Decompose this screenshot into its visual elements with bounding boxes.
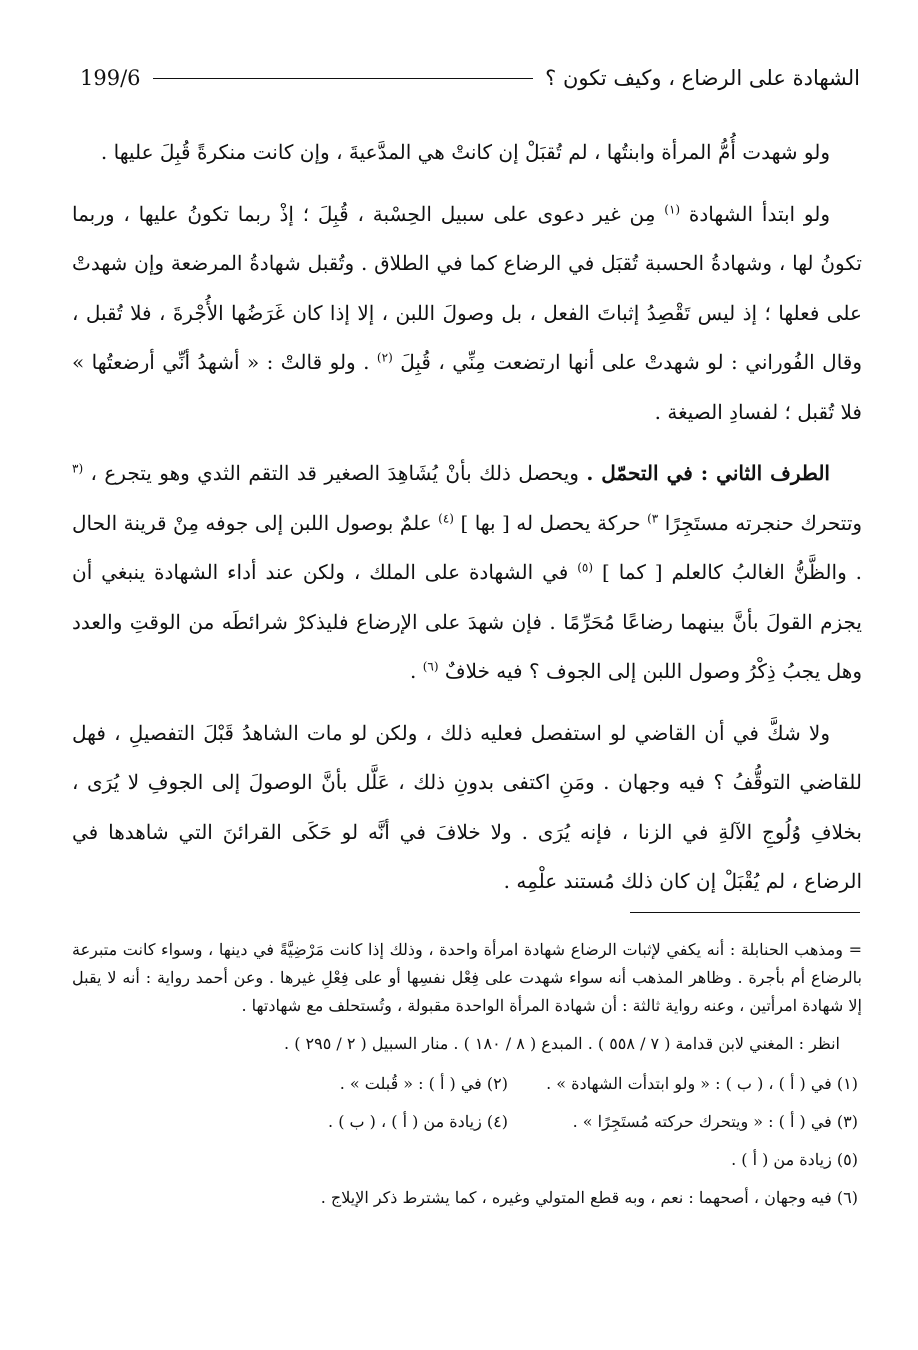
paragraph-3-text-e: في الشهادة على الملك ، ولكن عند أداء الشهادة ينبغي أن يجزم القولَ بأنَّ بينهما رضاعًا مُحَرِّمًا . فإن شهدَ على الإرضاع فليذكرْ شرائطَه من الوقتِ والعدد وهل يجبُ ذِكْرُ وصول اللبن إلى الجوف ؟ فيه خلافٌ <box>72 560 862 683</box>
footnote-marker-1: (١) <box>664 201 681 216</box>
footnote-marker-4: (٤) <box>438 510 454 525</box>
footnote-row-1 <box>72 1070 862 1098</box>
footnote-1: (١) في ( أ ) ، ( ب ) : « ولو ابتدأت الشهادة » . <box>546 1074 858 1093</box>
paragraph-3 <box>72 449 862 697</box>
footnote-marker-3-open: (٣ <box>72 461 84 476</box>
paragraph-2 <box>72 190 862 438</box>
paragraph-3-text-a: ويحصل ذلك بأنْ يُشَاهِدَ الصغير قد التقم الثدي وهو يتجرع ، <box>90 461 579 485</box>
footnote-2: (٢) في ( أ ) : « قُبلت » . <box>339 1074 508 1093</box>
footnote-4: (٤) زيادة من ( أ ) ، ( ب ) . <box>328 1112 508 1131</box>
paragraph-3-text-d: علمٌ بوصول اللبن إلى جوفه مِنْ قرينة الحال . والظَّنُّ الغالبُ كالعلم [ كما ] <box>72 510 863 584</box>
footnote-marker-2: (٢) <box>376 350 393 365</box>
footnotes <box>72 936 862 1222</box>
chapter-title: الشهادة على الرضاع ، وكيف تكون ؟ <box>545 66 860 90</box>
paragraph-2-text-b: مِن غير دعوى على سبيل الحِسْبة ، قُبِلَ ؛ إذْ ربما تكونُ عليها ، وربما تكونُ لها ، وشهادةُ الحسبة تُقبَل في الرضاع كما في الطلاق . وتُقبل شهادةُ المرضعة وإن شهدتْ على فعلها ؛ إذ ليس تَقْصِدُ إثباتَ الفعل ، بل وصولَ اللبن ، إلا إذا كان غَرَضُها الأُجْرةَ ، فلا تُقبل ، وقال الفُوراني : لو شهدتْ على أنها ارتضعت مِنِّي ، قُبِلَ <box>72 201 863 374</box>
footnote-marker-5: (٥) <box>577 560 594 575</box>
footnote-5: (٥) زيادة من ( أ ) . <box>731 1150 858 1169</box>
footnote-continuation: = ومذهب الحنابلة : أنه يكفي لإثبات الرضاع شهادة امرأة واحدة ، وذلك إذا كانت مَرْضِيَّةً في دينها ، وسواء كانت متبرعة بالرضاع أم بأجرة . وظاهر المذهب أنه سواء شهدت على فِعْل نفسِها أو على فِعْلِ غيرها . وعن أحمد رواية : أنه لا يقبل إلا شهادة امرأتين ، وعنه رواية ثالثة : أن شهادة المرأة الواحدة مقبولة ، وتُستحلف مع شهادتها . <box>72 940 862 1015</box>
paragraph-3-text-b: وتتحرك حنجرته مستَجِرًا <box>664 510 863 535</box>
footnote-3: (٣) في ( أ ) : « ويتحرك حركته مُستَجِرًا » . <box>572 1112 858 1131</box>
footnote-row-2 <box>72 1108 862 1136</box>
paragraph-3-text-f: . <box>410 659 417 683</box>
header-rule <box>153 78 534 79</box>
page-number: 199/6 <box>80 66 141 90</box>
footnote-marker-3-close: ٣) <box>647 510 659 525</box>
paragraph-4: ولا شكَّ في أن القاضي لو استفصل فعليه ذلك ، ولكن لو مات الشاهدُ قَبْلَ التفصيلِ ، فهل للقاضي التوقُّفُ ؟ فيه وجهان . ومَنِ اكتفى بدونِ ذلك ، عَلَّل بأنَّ الوصولَ إلى الجوفِ لا يُرَى ، بخلافِ وُلُوجِ الآلةِ في الزنا ، فإنه يُرَى . ولا خلافَ في أنَّه لو حَكَى القرائنَ التي شاهدها في الرضاع ، لم يُقْبَلْ إن كان ذلك مُستند علْمِه . <box>72 720 862 893</box>
paragraph-1: ولو شهدت أُمُّ المرأة وابنتُها ، لم تُقبَلْ إن كانتْ هي المدَّعيةَ ، وإن كانت منكرةً قُبِلَ عليها . <box>100 140 830 164</box>
main-text <box>72 128 862 907</box>
paragraph-2-text-a: ولو ابتدأ الشهادة <box>688 201 830 226</box>
footnote-6: (٦) فيه وجهان ، أصحهما : نعم ، وبه قطع المتولي وغيره ، كما يشترط ذكر الإيلاج . <box>320 1188 858 1207</box>
running-header <box>80 58 860 98</box>
footnote-references: انظر : المغني لابن قدامة ( ٧ / ٥٥٨ ) . المبدع ( ٨ / ١٨٠ ) . منار السبيل ( ٢ / ٢٩٥ ) . <box>284 1034 840 1053</box>
section-heading: الطرف الثاني : في التحمّل . <box>586 461 830 485</box>
footnote-marker-6: (٦) <box>422 659 439 674</box>
paragraph-3-text-c: حركة يحصل له [ بها ] <box>460 510 641 535</box>
footnote-separator <box>630 912 860 913</box>
paragraph-2-text-c: . ولو قالتْ : « أشهدُ أنِّي أرضعتُها » فلا تُقبل ؛ لفسادِ الصيغة . <box>72 350 862 424</box>
